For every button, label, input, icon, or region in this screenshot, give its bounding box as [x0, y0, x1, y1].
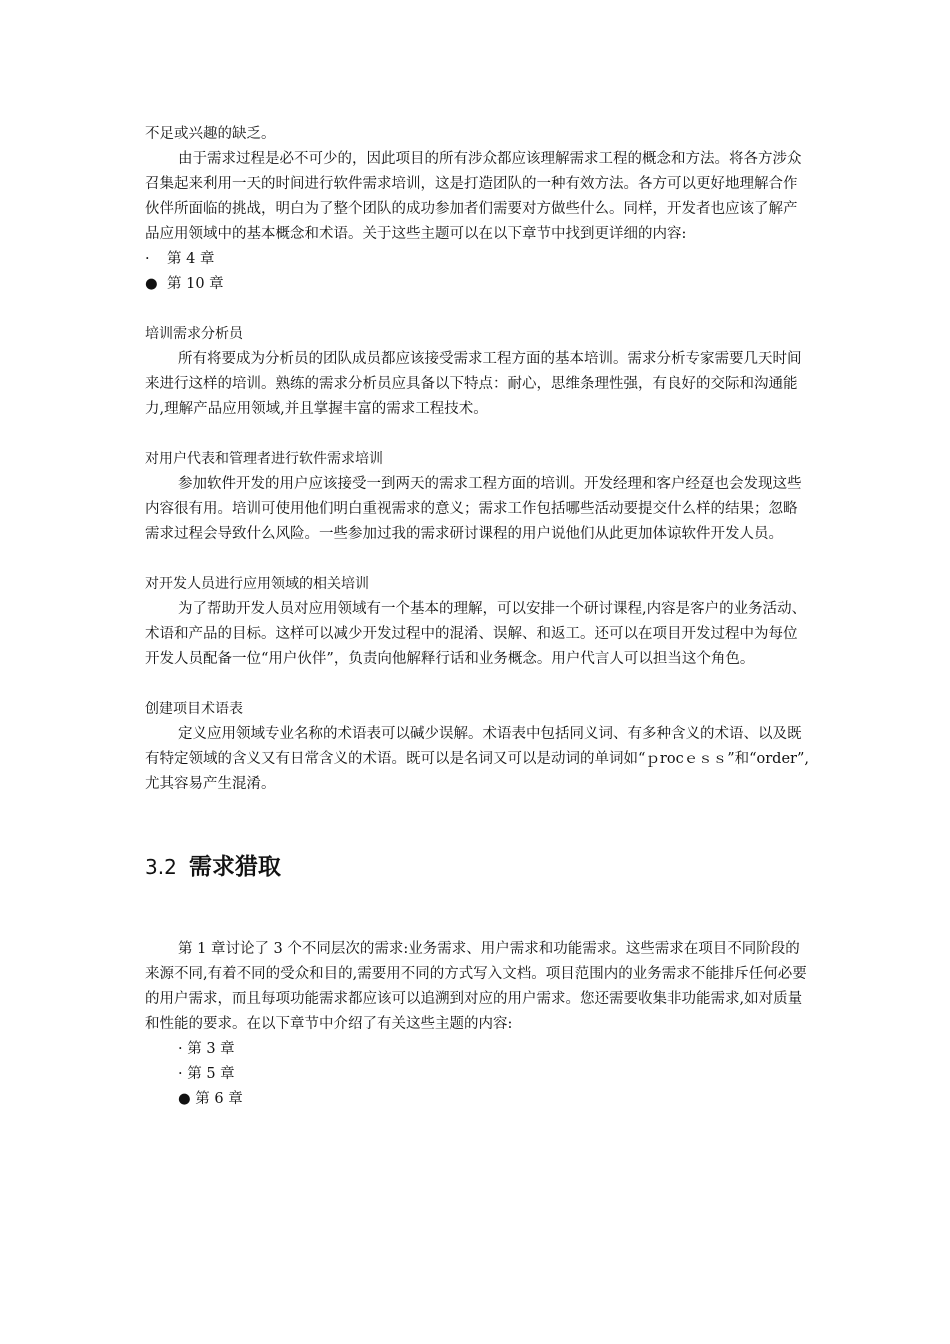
chapter-bullet-2: · 第 5 章: [178, 1066, 235, 1082]
chapter-bullet-1: · 第 3 章: [178, 1041, 235, 1057]
section-heading-user-manager-training: 对用户代表和管理者进行软件需求培训: [145, 451, 383, 467]
intro-bullet-1: [145, 247, 810, 272]
intro-fragment: 不足或兴趣的缺乏。: [145, 126, 276, 142]
bullet-text: 第 10 章: [167, 276, 224, 292]
document-page: [145, 122, 810, 1112]
section-body-analyst-training: 所有将要成为分析员的团队成员都应该接受需求工程方面的基本培训。需求分析专家需要几天时间来进行这样的培训。熟练的需求分析员应具备以下特点：耐心，思维条理性强，有良好的交际和沟通能力,理解产品应用领域,并且掌握丰富的需求工程技术。: [145, 351, 802, 417]
section-heading-developer-training: 对开发人员进行应用领域的相关培训: [145, 576, 369, 592]
bullet-dot-icon: ·: [145, 251, 150, 267]
chapter-number: 3.2: [145, 855, 177, 879]
chapter-title-text: 需求猎取: [188, 854, 281, 880]
section-body-glossary: 定义应用领域专业名称的术语表可以碱少误解。术语表中包括同义词、有多种含义的术语、以及既有特定领域的含义又有日常含义的术语。既可以是名词又可以是动词的单词如“ｐrocｅｓｓ”和“order”,尤其容易产生混淆。: [145, 726, 809, 792]
section-body-user-manager-training: 参加软件开发的用户应该接受一到两天的需求工程方面的培训。开发经理和客户经趸也会发现这些内容很有用。培训可使用他们明白重视需求的意义；需求工作包括哪些活动要提交什么样的结果；忽略需求过程会导致什么风险。一些参加过我的需求研讨课程的用户说他们从此更加体谅软件开发人员。: [145, 476, 802, 542]
chapter-bullet-3: ● 第 6 章: [178, 1091, 243, 1107]
section-body-developer-training: 为了帮助开发人员对应用领域有一个基本的理解，可以安排一个研讨课程,内容是客户的业务活动、术语和产品的目标。这样可以减少开发过程中的混淆、误解、和返工。还可以在项目开发过程中为每位开发人员配备一位“用户伙伴”，负责向他解释行话和业务概念。用户代言人可以担当这个角色。: [145, 601, 807, 667]
intro-paragraph: 由于需求过程是必不可少的，因此项目的所有涉众都应该理解需求工程的概念和方法。将各方涉众召集起来利用一天的时间进行软件需求培训，这是打造团队的一种有效方法。各方可以更好地理解合作伙伴所面临的挑战，明白为了整个团队的成功参加者们需要对方做些什么。同样，开发者也应该了解产品应用领域中的基本概念和术语。关于这些主题可以在以下章节中找到更详细的内容:: [145, 151, 802, 242]
chapter-title: [145, 847, 810, 887]
bullet-text: 第 4 章: [167, 251, 215, 267]
section-heading-analyst-training: 培训需求分析员: [145, 326, 243, 342]
bullet-dot-icon: ●: [145, 276, 158, 292]
chapter-paragraph: 第 1 章讨论了 3 个不同层次的需求:业务需求、用户需求和功能需求。这些需求在项目不同阶段的来源不同,有着不同的受众和目的,需要用不同的方式写入文档。项目范围内的业务需求不能排斥任何必要的用户需求，而且每项功能需求都应该可以追溯到对应的用户需求。您还需要收集非功能需求,如对质量和性能的要求。在以下章节中介绍了有关这些主题的内容:: [145, 941, 807, 1032]
intro-bullet-2: [145, 272, 810, 297]
section-heading-glossary: 创建项目术语表: [145, 701, 243, 717]
